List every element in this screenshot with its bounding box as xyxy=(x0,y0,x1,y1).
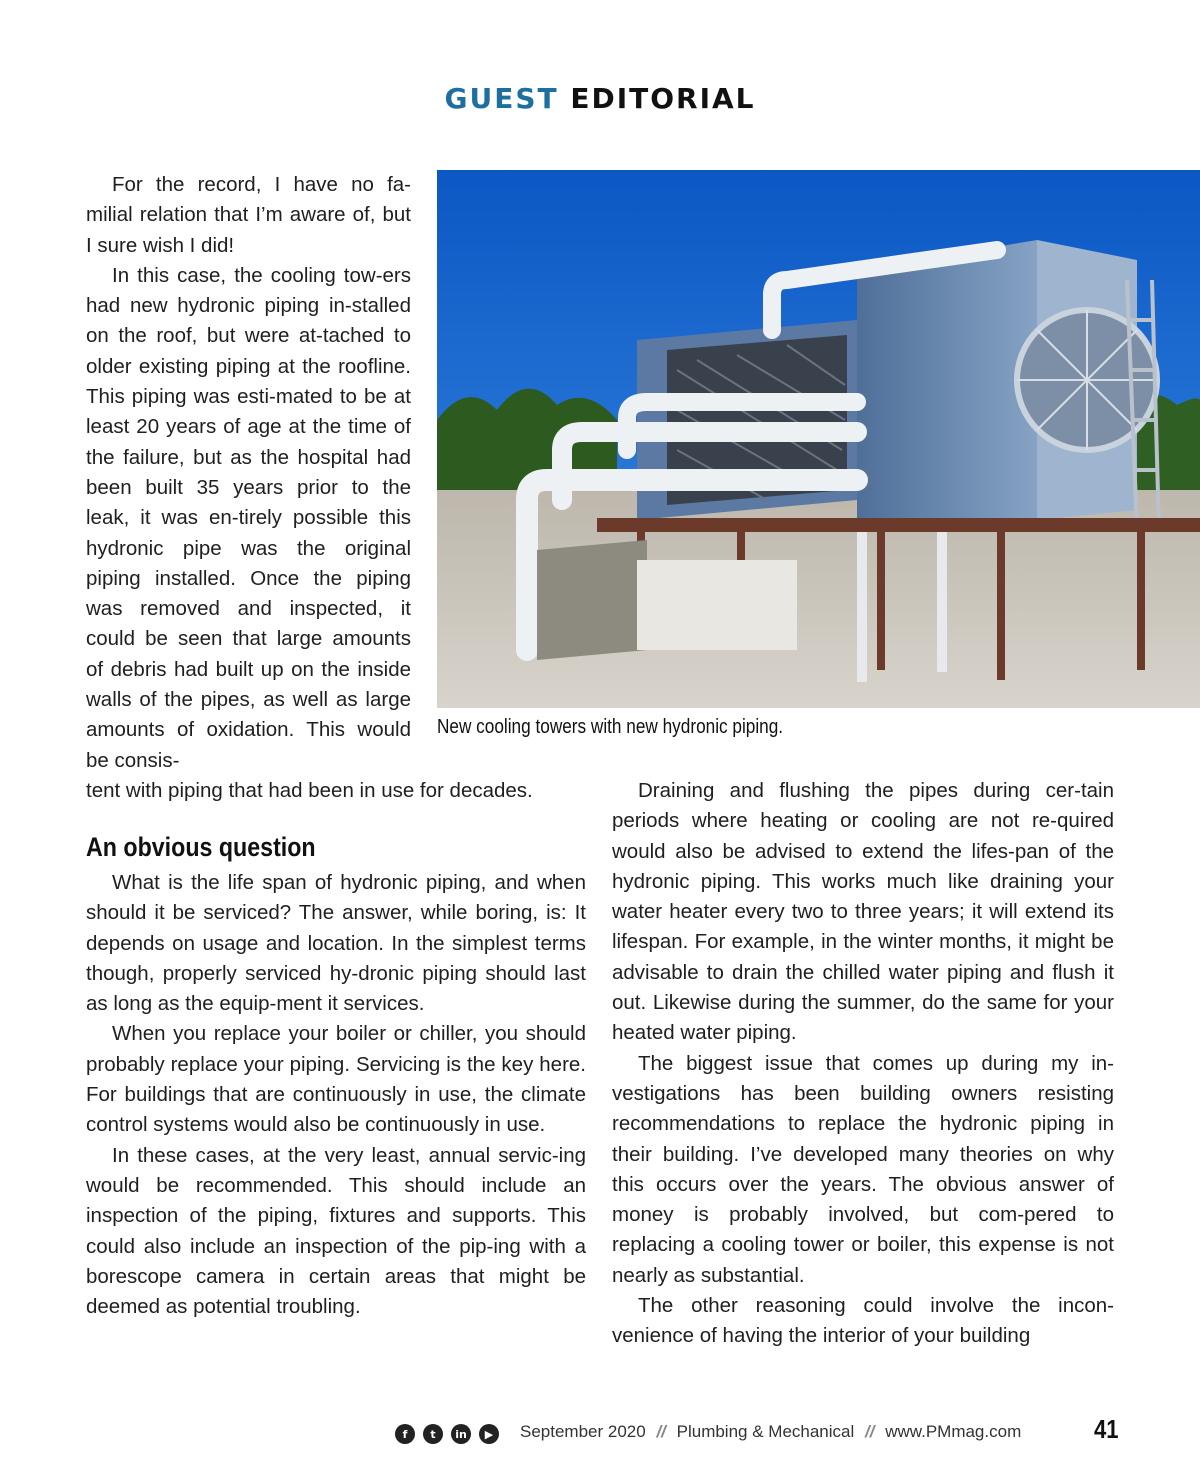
footer-date: September 2020 xyxy=(520,1422,646,1441)
subhead: An obvious question xyxy=(86,832,316,862)
twitter-icon[interactable]: t xyxy=(423,1424,443,1444)
page-number: 41 xyxy=(1094,1414,1119,1444)
youtube-icon[interactable]: ▶ xyxy=(479,1424,499,1444)
facebook-icon[interactable]: f xyxy=(395,1424,415,1444)
right-paragraph-1: Draining and flushing the pipes during cer-tain periods where heating or cooling are not re-quired would also be advised to extend the lifes-pan of the hydronic piping. This works much like draining your water heater every two to three years; it will extend its lifespan. For example, in the winter months, it might be advisable to drain the chilled water piping and flush it out. Likewise during the summer, do the same for your heated water piping. xyxy=(612,779,1114,1045)
lead-column xyxy=(86,170,411,776)
left-column xyxy=(86,868,586,1322)
left-paragraph-3: In these cases, at the very least, annual servic-ing would be recommended. This should include an inspection of the piping, fixtures and supports. This could also include an inspection of the pip-ing with a borescope camera in certain areas that might be deemed as potential troubling. xyxy=(86,1143,586,1319)
footer-publication: Plumbing & Mechanical xyxy=(676,1422,855,1441)
photo-caption: New cooling towers with new hydronic piping. xyxy=(437,716,784,738)
right-paragraph-2: The biggest issue that comes up during my in-vestigations has been building owners resisting recommendations to replace the hydronic piping in their building. I’ve developed many theories on why this occurs over the years. The obvious answer of money is probably involved, but com-pered to replacing a cooling tower or boiler, this expense is not nearly as substantial. xyxy=(612,1051,1114,1287)
social-icons xyxy=(395,1424,499,1444)
footer-website[interactable]: www.PMmag.com xyxy=(885,1422,1022,1441)
left-paragraph-2: When you replace your boiler or chiller, you should probably replace your piping. Servicing is the key here. For buildings that are continuously in use, the climate control systems would also be continuously in use. xyxy=(86,1022,586,1137)
right-column xyxy=(612,776,1114,1352)
lead-paragraph-2: In this case, the cooling tow-ers had new hydronic piping in-stalled on the roof, but were at-tached to older existing piping at the roofline. This piping was esti-mated to be at least 20 years of age at the time of the failure, but as the hospital had been built 35 years prior to the leak, it was en-tirely possible this hydronic pipe was the original piping installed. Once the piping was removed and inspected, it could be seen that large amounts of debris had built up on the inside walls of the pipes, as well as large amounts of oxidation. This would be consis- xyxy=(86,263,411,772)
right-paragraph-3: The other reasoning could involve the incon-venience of having the interior of your building xyxy=(612,1294,1114,1348)
footer-separator-2: // xyxy=(865,1422,875,1441)
left-paragraph-1: What is the life span of hydronic piping, and when should it be serviced? The answer, while boring, is: It depends on usage and location. In the simplest terms though, properly serviced hy-dronic piping should last as long as the equip-ment it services. xyxy=(86,871,586,1016)
footer-separator: // xyxy=(656,1422,666,1441)
footer-line xyxy=(520,1422,1021,1442)
lead-tail xyxy=(86,776,586,806)
lead-paragraph-1: For the record, I have no fa-milial relation that I’m aware of, but I sure wish I did! xyxy=(86,173,411,257)
header-rest: EDITORIAL xyxy=(570,82,756,115)
cooling-tower-illustration xyxy=(437,170,1200,708)
lead-tail-text: tent with piping that had been in use for decades. xyxy=(86,779,533,802)
linkedin-icon[interactable]: in xyxy=(451,1424,471,1444)
cooling-tower-photo xyxy=(437,170,1200,708)
header-accent: GUEST xyxy=(444,82,559,115)
section-header xyxy=(0,82,1200,115)
